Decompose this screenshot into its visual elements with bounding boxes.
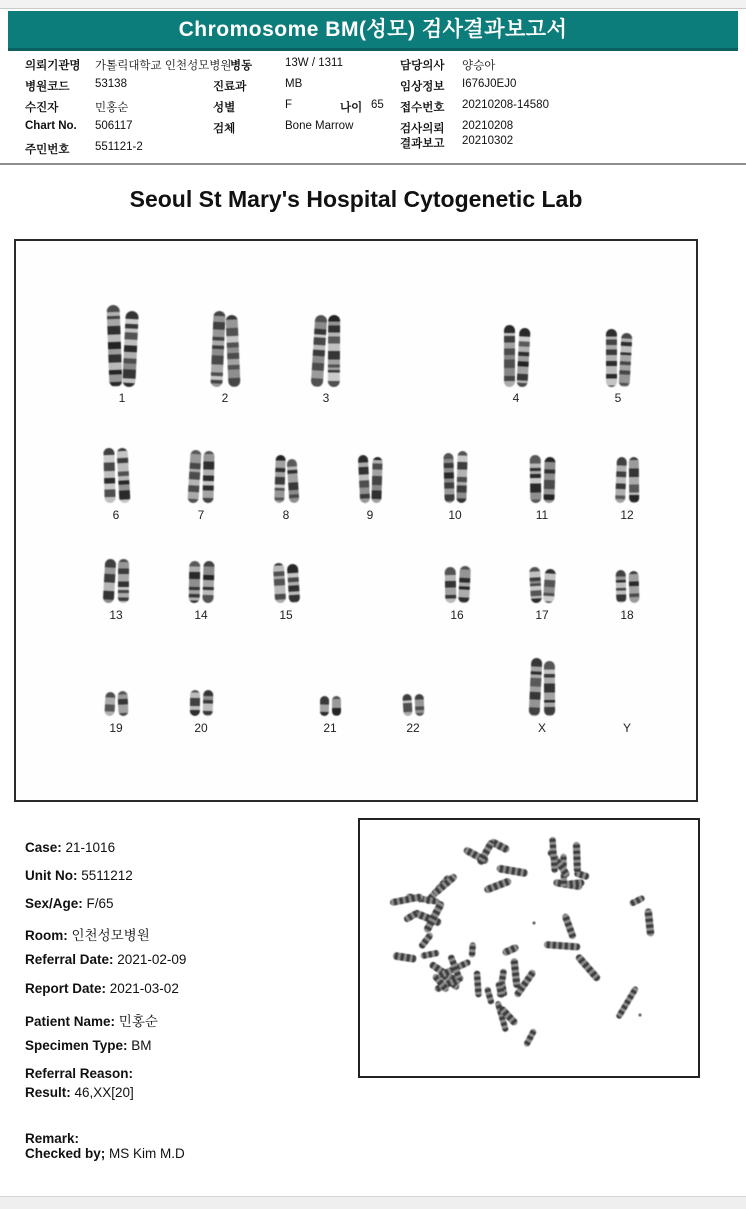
chromatid bbox=[628, 571, 639, 603]
chromosome-label-8: 8 bbox=[282, 508, 290, 522]
case-info-line bbox=[25, 868, 133, 883]
patient-info-value: 506117 bbox=[95, 120, 133, 132]
chromatid bbox=[504, 325, 515, 387]
case-info-value: 46,XX[20] bbox=[70, 1085, 134, 1100]
patient-info-label: 성별 bbox=[213, 102, 236, 114]
top-window-strip bbox=[0, 0, 746, 9]
patient-info-value: F bbox=[285, 99, 293, 111]
chromosome-label-3: 3 bbox=[322, 391, 330, 405]
case-info-label: Room: bbox=[25, 928, 68, 943]
chromatid bbox=[615, 570, 626, 603]
chromosome-pair-13 bbox=[104, 559, 129, 603]
metaphase-box bbox=[358, 818, 700, 1078]
chromatid bbox=[615, 457, 627, 503]
patient-info-value: 20210208-14580 bbox=[462, 99, 549, 111]
chromatid bbox=[116, 448, 130, 504]
patient-info-value: 20210302 bbox=[462, 135, 514, 147]
chromatid bbox=[202, 561, 214, 603]
chromosome-pair-11 bbox=[530, 455, 555, 503]
patient-info-label: 병원코드 bbox=[25, 81, 70, 93]
chromatid bbox=[327, 315, 339, 387]
chromatid bbox=[444, 567, 456, 603]
case-info-value: BM bbox=[127, 1038, 152, 1053]
chromosome-pair-16 bbox=[445, 567, 470, 603]
report-title-banner bbox=[8, 11, 738, 51]
bottom-window-strip bbox=[0, 1196, 746, 1209]
chromatid bbox=[187, 450, 201, 504]
chromosome-label-2: 2 bbox=[221, 391, 229, 405]
chromosome-pair-18 bbox=[616, 570, 639, 603]
case-info-line bbox=[25, 1066, 133, 1081]
chromatid bbox=[189, 690, 199, 716]
chromosome-label-17: 17 bbox=[535, 608, 549, 622]
chromosome-label-14: 14 bbox=[194, 608, 208, 622]
patient-info-label: 결과보고 bbox=[400, 138, 445, 150]
chromosome-pair-7 bbox=[189, 450, 214, 503]
chromatid bbox=[371, 457, 382, 503]
chromosome-label-Y: Y bbox=[622, 721, 631, 735]
chromosome-label-X: X bbox=[537, 721, 546, 735]
header-divider bbox=[0, 163, 746, 165]
case-info-line bbox=[25, 1131, 79, 1146]
case-info-label: Specimen Type: bbox=[25, 1038, 128, 1053]
patient-info-value: I676J0EJ0 bbox=[462, 78, 517, 90]
patient-info-value: MB bbox=[285, 78, 303, 90]
chromatid bbox=[331, 696, 340, 716]
chromosome-pair-22 bbox=[403, 694, 424, 716]
chromosome-pair-2 bbox=[212, 311, 239, 387]
chromosome-label-22: 22 bbox=[406, 721, 420, 735]
patient-info-value: 민홍순 bbox=[95, 102, 129, 114]
patient-info-label: 의뢰기관명 bbox=[25, 60, 81, 72]
chromatid bbox=[122, 311, 139, 388]
chromatid bbox=[104, 692, 115, 716]
case-info-label: Result: bbox=[25, 1085, 71, 1100]
chromosome-label-13: 13 bbox=[109, 608, 123, 622]
chromosome-label-6: 6 bbox=[112, 508, 120, 522]
chromosome-label-1: 1 bbox=[118, 391, 126, 405]
chromatid bbox=[543, 661, 554, 716]
chromosome-label-4: 4 bbox=[512, 391, 520, 405]
case-info-label: Patient Name: bbox=[25, 1014, 116, 1029]
case-info-line bbox=[25, 1010, 158, 1030]
case-info-label: Checked by; bbox=[25, 1146, 106, 1161]
chromosome-pair-8 bbox=[275, 455, 298, 503]
case-info-value: 민홍순 bbox=[115, 1014, 158, 1029]
chromatid bbox=[402, 694, 412, 716]
chromatid bbox=[286, 564, 299, 604]
chromosome-pair-1 bbox=[108, 305, 137, 387]
chromosome-label-18: 18 bbox=[620, 608, 634, 622]
patient-info-value: 65 bbox=[371, 99, 384, 111]
case-info-label: Referral Date: bbox=[25, 952, 114, 967]
case-info-line bbox=[25, 952, 186, 967]
case-info-line bbox=[25, 981, 179, 996]
chromosome-label-20: 20 bbox=[194, 721, 208, 735]
patient-info-label: Chart No. bbox=[25, 120, 77, 132]
chromosome-label-19: 19 bbox=[109, 721, 123, 735]
patient-info-label: 접수번호 bbox=[400, 102, 445, 114]
chromatid bbox=[414, 694, 424, 716]
chromosome-pair-6 bbox=[104, 448, 129, 503]
chromosome-label-9: 9 bbox=[366, 508, 374, 522]
chromatid bbox=[272, 563, 285, 604]
chromosome-pair-10 bbox=[444, 453, 467, 503]
chromosome-label-7: 7 bbox=[197, 508, 205, 522]
chromosome-pair-3 bbox=[313, 315, 340, 387]
chromosome-pair-15 bbox=[274, 563, 299, 603]
case-info-value: F/65 bbox=[82, 896, 114, 911]
lab-title: Seoul St Mary's Hospital Cytogenetic Lab bbox=[129, 186, 583, 212]
chromatid bbox=[628, 457, 638, 503]
patient-info-label: 진료과 bbox=[213, 81, 247, 93]
chromatid bbox=[202, 451, 214, 503]
case-info-label: Case: bbox=[25, 840, 62, 855]
chromosome-pair-17 bbox=[530, 567, 555, 603]
chromatid bbox=[225, 315, 240, 387]
case-info-line bbox=[25, 896, 114, 911]
chromatid bbox=[117, 691, 128, 716]
chromosome-label-12: 12 bbox=[620, 508, 634, 522]
chromatid bbox=[310, 315, 327, 388]
chromosome-label-15: 15 bbox=[279, 608, 293, 622]
chromosome-pair-X bbox=[530, 658, 555, 716]
case-info-line bbox=[25, 1085, 134, 1100]
metaphase-spread-image bbox=[360, 820, 698, 1076]
chromatid bbox=[210, 311, 225, 387]
chromatid bbox=[458, 566, 471, 604]
case-info-value: 21-1016 bbox=[61, 840, 116, 855]
chromatid bbox=[188, 561, 200, 603]
chromatid bbox=[605, 329, 616, 387]
case-info-value: 2021-02-09 bbox=[113, 952, 187, 967]
case-info-line bbox=[25, 1038, 152, 1053]
case-info-label: Referral Reason: bbox=[25, 1066, 134, 1081]
chromosome-pair-19 bbox=[105, 692, 128, 716]
case-info-label: Remark: bbox=[25, 1131, 80, 1146]
chromatid bbox=[117, 559, 128, 603]
chromosome-pair-21 bbox=[320, 696, 341, 716]
chromatid bbox=[542, 569, 555, 604]
chromosome-label-5: 5 bbox=[614, 391, 622, 405]
patient-info-value: 가톨릭대학교 인천성모병원 bbox=[95, 60, 232, 72]
chromatid bbox=[106, 305, 122, 387]
patient-info-label: 병동 bbox=[230, 60, 253, 72]
case-info-line bbox=[25, 840, 115, 855]
case-info-line bbox=[25, 924, 150, 944]
case-info-value: 5511212 bbox=[77, 868, 133, 883]
chromatid bbox=[528, 567, 541, 604]
case-info-line bbox=[25, 1146, 185, 1161]
chromosome-pair-12 bbox=[616, 457, 639, 503]
patient-info-value: 551121-2 bbox=[95, 141, 143, 153]
chromatid bbox=[456, 451, 467, 503]
patient-info-label: 검체 bbox=[213, 123, 236, 135]
chromatid bbox=[529, 455, 541, 503]
chromosome-label-16: 16 bbox=[450, 608, 464, 622]
chromatid bbox=[543, 457, 555, 503]
case-info-label: Report Date: bbox=[25, 981, 107, 996]
patient-info-label: 임상정보 bbox=[400, 81, 445, 93]
case-info-value: 2021-03-02 bbox=[106, 981, 179, 996]
chromosome-pair-5 bbox=[606, 329, 631, 387]
chromatid bbox=[528, 658, 542, 716]
chromosome-pair-4 bbox=[504, 325, 529, 387]
chromatid bbox=[357, 455, 369, 503]
case-info-label: Sex/Age: bbox=[25, 896, 83, 911]
patient-info-label: 수진자 bbox=[25, 102, 59, 114]
chromosome-label-10: 10 bbox=[448, 508, 462, 522]
chromatid bbox=[319, 696, 328, 716]
report-title: Chromosome BM(성모) 검사결과보고서 bbox=[178, 18, 568, 41]
chromatid bbox=[286, 459, 299, 504]
case-info-value: 인천성모병원 bbox=[67, 928, 150, 943]
case-info-label: Unit No: bbox=[25, 868, 78, 883]
chromatid bbox=[202, 690, 213, 716]
patient-info-label: 담당의사 bbox=[400, 60, 445, 72]
patient-info-value: 53138 bbox=[95, 78, 127, 90]
chromosome-label-21: 21 bbox=[323, 721, 337, 735]
case-info-value: MS Kim M.D bbox=[105, 1146, 185, 1161]
patient-info-value: 13W / 1311 bbox=[285, 57, 343, 69]
patient-info-label: 주민번호 bbox=[25, 144, 70, 156]
karyogram-box bbox=[14, 239, 698, 802]
chromosome-pair-9 bbox=[359, 455, 382, 503]
chromosome-pair-20 bbox=[190, 690, 213, 716]
chromatid bbox=[443, 453, 454, 503]
patient-info-value: 양승아 bbox=[462, 60, 496, 72]
chromatid bbox=[618, 333, 632, 388]
chromatid bbox=[516, 328, 530, 387]
patient-info-label: 나이 bbox=[340, 102, 363, 114]
patient-info-value: 20210208 bbox=[462, 120, 514, 132]
patient-info-label: 검사의뢰 bbox=[400, 123, 445, 135]
chromosome-label-11: 11 bbox=[535, 508, 549, 522]
chromatid bbox=[274, 455, 286, 503]
patient-info-value: Bone Marrow bbox=[285, 120, 354, 132]
chromatid bbox=[102, 559, 116, 604]
chromatid bbox=[103, 448, 115, 503]
chromosome-pair-14 bbox=[189, 561, 214, 603]
